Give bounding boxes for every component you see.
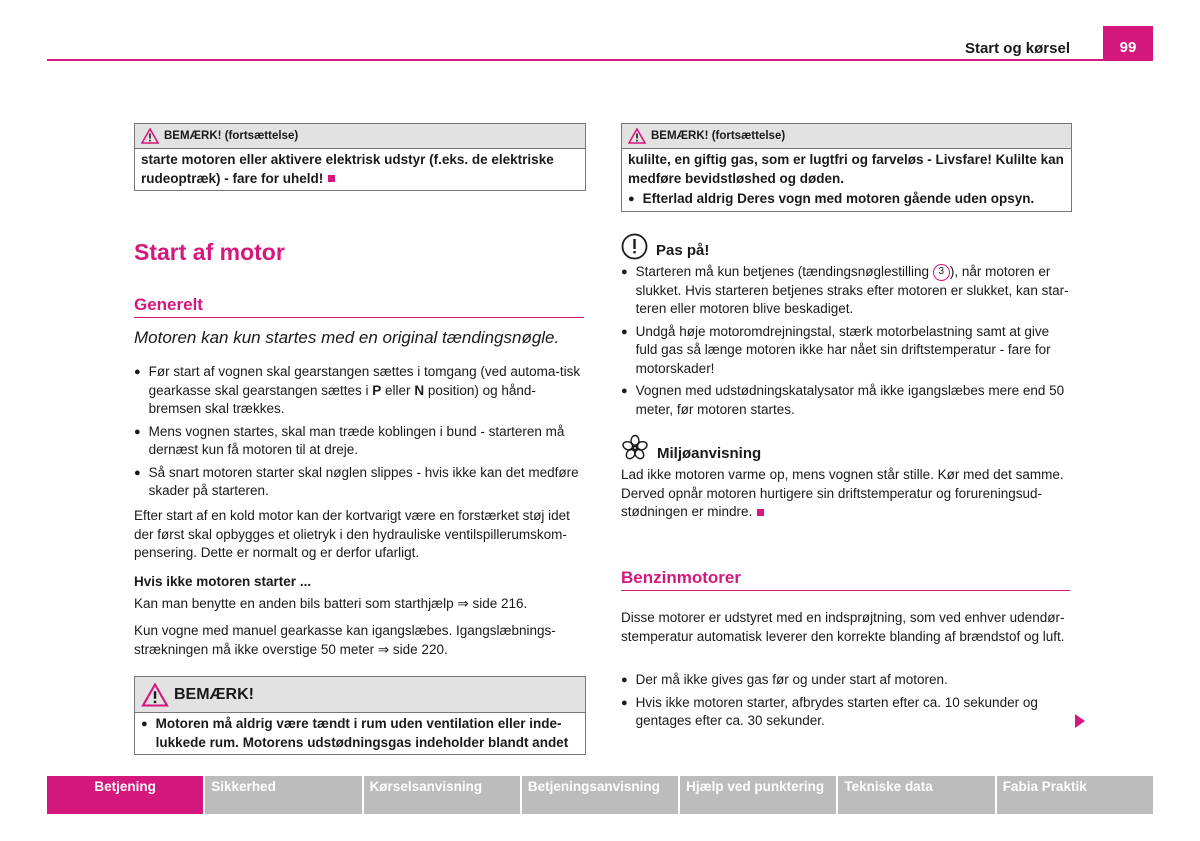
list-item-text: Mens vognen startes, skal man træde koblingen i bund - starteren må dernæst kun få motoren til at dreje. — [148, 423, 565, 457]
environment-heading — [621, 434, 761, 462]
page-number: 99 — [1103, 26, 1153, 61]
heading-rule — [621, 590, 1070, 591]
end-square-icon — [757, 509, 764, 516]
bullet-icon: ● — [134, 366, 141, 378]
warning-header-text: BEMÆRK! (fortsættelse) — [164, 130, 299, 142]
list-item — [134, 423, 584, 460]
caution-title: Pas på! — [656, 242, 710, 259]
warning-header — [135, 124, 585, 149]
exclamation-circle-icon — [621, 233, 648, 260]
section-heading-benzinmotorer: Benzinmotorer — [621, 568, 741, 587]
list-item-text: Før start af vognen skal gearstangen sættes i tomgang (ved automa-tisk gearkasse skal gearstangen sættes i P eller N position) og hånd-bremsen skal trækkes. — [148, 364, 581, 416]
flower-icon — [621, 434, 649, 462]
paragraph: Disse motorer er udstyret med en indsprøjtning, som ved enhver udendør-stemperatur automatisk leverer den korrekte blanding af brændstof og luft. — [621, 610, 1065, 644]
paragraph: Kan man benytte en anden bils batteri som starthjælp ⇒ side 216. — [134, 596, 528, 611]
chapter-navigation — [47, 776, 1153, 814]
warning-bullet-text: Motoren må aldrig være tændt i rum uden ventilation eller inde-lukkede rum. Motorens udstødningsgas indeholder blandt andet — [155, 716, 569, 750]
warning-body — [622, 149, 1071, 188]
list-item — [621, 671, 1070, 690]
list-item — [621, 382, 1070, 419]
header-rule — [47, 59, 1153, 61]
bullet-icon: ● — [621, 674, 628, 686]
subheading: Hvis ikke motoren starter ... — [134, 574, 312, 589]
caution-list — [621, 263, 1070, 423]
bullet-icon: ● — [621, 325, 628, 338]
lead-text: Motoren kan kun startes med en original tændingsnøgle. — [134, 328, 560, 347]
list-item — [621, 694, 1070, 731]
page-heading: Start af motor — [134, 239, 285, 265]
tab-betjeningsanvisning[interactable]: Betjeningsanvisning — [522, 776, 678, 814]
warning-header-text: BEMÆRK! — [174, 685, 254, 703]
warning-bullet-text: Efterlad aldrig Deres vogn med motoren gående uden opsyn. — [642, 191, 1035, 206]
bullet-icon: ● — [134, 466, 141, 479]
ignition-position-badge: 3 — [933, 264, 950, 281]
environment-title: Miljøanvisning — [657, 444, 762, 462]
tab-hjaelp-ved-punktering[interactable]: Hjælp ved punktering — [680, 776, 836, 814]
warning-triangle-icon — [141, 683, 169, 707]
heading-rule — [134, 317, 584, 318]
bullet-icon: ● — [621, 266, 628, 278]
warning-continued-box-left — [134, 123, 586, 191]
list-item — [621, 263, 1070, 319]
warning-continued-box-right — [621, 123, 1072, 212]
list-item-text: Hvis ikke motoren starter, afbrydes starten efter ca. 10 sekunder og gentages efter ca. 30 sekunder. — [635, 694, 1038, 728]
warning-header-text: BEMÆRK! (fortsættelse) — [651, 130, 786, 142]
list-item-text: Så snart motoren starter skal nøglen slippes - hvis ikke kan det medføre skader på starteren. — [148, 464, 579, 498]
warning-bullet — [135, 713, 585, 754]
environment-text: Lad ikke motoren varme op, mens vognen står stille. Kør med det samme. Derved opnår motoren hurtigere sin driftstemperatur og forureningsud-stødningen er mindre. — [621, 467, 1064, 519]
tab-sikkerhed[interactable]: Sikkerhed — [205, 776, 361, 814]
list-item — [134, 363, 584, 419]
warning-body-text: kulilte, en giftig gas, som er lugtfri og farveløs - Livsfare! Kulilte kan medføre bevidstløshed og døden. — [628, 152, 1064, 186]
paragraph: Kun vogne med manuel gearkasse kan igangslæbes. Igangslæbnings-strækningen må ikke overstige 50 meter ⇒ side 220. — [134, 623, 556, 657]
list-item-text: Undgå høje motoromdrejningstal, stærk motorbelastning samt at give fuld gas så længe motoren ikke har nået sin driftstemperatur - fare for motorskader! — [635, 323, 1051, 376]
list-item-text: Vognen med udstødningskatalysator må ikke igangslæbes mere end 50 meter, før motoren startes. — [635, 383, 1065, 417]
bullet-icon: ● — [628, 193, 635, 205]
tab-fabia-praktik[interactable]: Fabia Praktik — [997, 776, 1153, 814]
warning-triangle-icon — [628, 128, 646, 144]
paragraph: Efter start af en kold motor kan der kortvarigt være en forstærket støj idet der først skal opbygges et olietryk i den hydrauliske ventilspillerumskom-pensering. Dette er normalt og er derfor ufarligt. — [134, 508, 570, 560]
warning-header — [622, 124, 1071, 149]
bullet-icon: ● — [621, 696, 628, 709]
list-item — [134, 464, 584, 501]
end-square-icon — [328, 175, 335, 182]
warning-bullet — [622, 188, 1071, 211]
caution-heading — [621, 233, 709, 260]
list-item — [621, 323, 1070, 379]
bullet-icon: ● — [134, 425, 141, 438]
section-title: Start og kørsel — [964, 40, 1070, 57]
list-item-text: Der må ikke gives gas før og under start af motoren. — [635, 672, 948, 687]
warning-box-left — [134, 676, 586, 755]
tab-tekniske-data[interactable]: Tekniske data — [838, 776, 994, 814]
next-page-arrow-icon[interactable] — [1075, 714, 1085, 728]
section-heading-generelt: Generelt — [134, 295, 203, 314]
bullet-list-right — [621, 671, 1070, 735]
bullet-icon: ● — [141, 718, 148, 730]
list-item-text: Starteren må kun betjenes (tændingsnøglestilling 3 ), når motoren er slukket. Hvis starteren betjenes straks efter motoren er slukket, kan star-teren eller motoren blive beskadiget. — [635, 264, 1069, 316]
warning-triangle-icon — [141, 128, 159, 144]
warning-body — [135, 149, 585, 190]
warning-header — [135, 677, 585, 713]
bullet-list-left — [134, 363, 584, 505]
tab-betjening[interactable]: Betjening — [47, 776, 203, 814]
warning-body-text: starte motoren eller aktivere elektrisk udstyr (f.eks. de elektriske rudeoptræk) - fare for uheld! — [141, 152, 554, 186]
bullet-icon: ● — [621, 385, 628, 397]
tab-korselsanvisning[interactable]: Kørselsanvisning — [364, 776, 520, 814]
